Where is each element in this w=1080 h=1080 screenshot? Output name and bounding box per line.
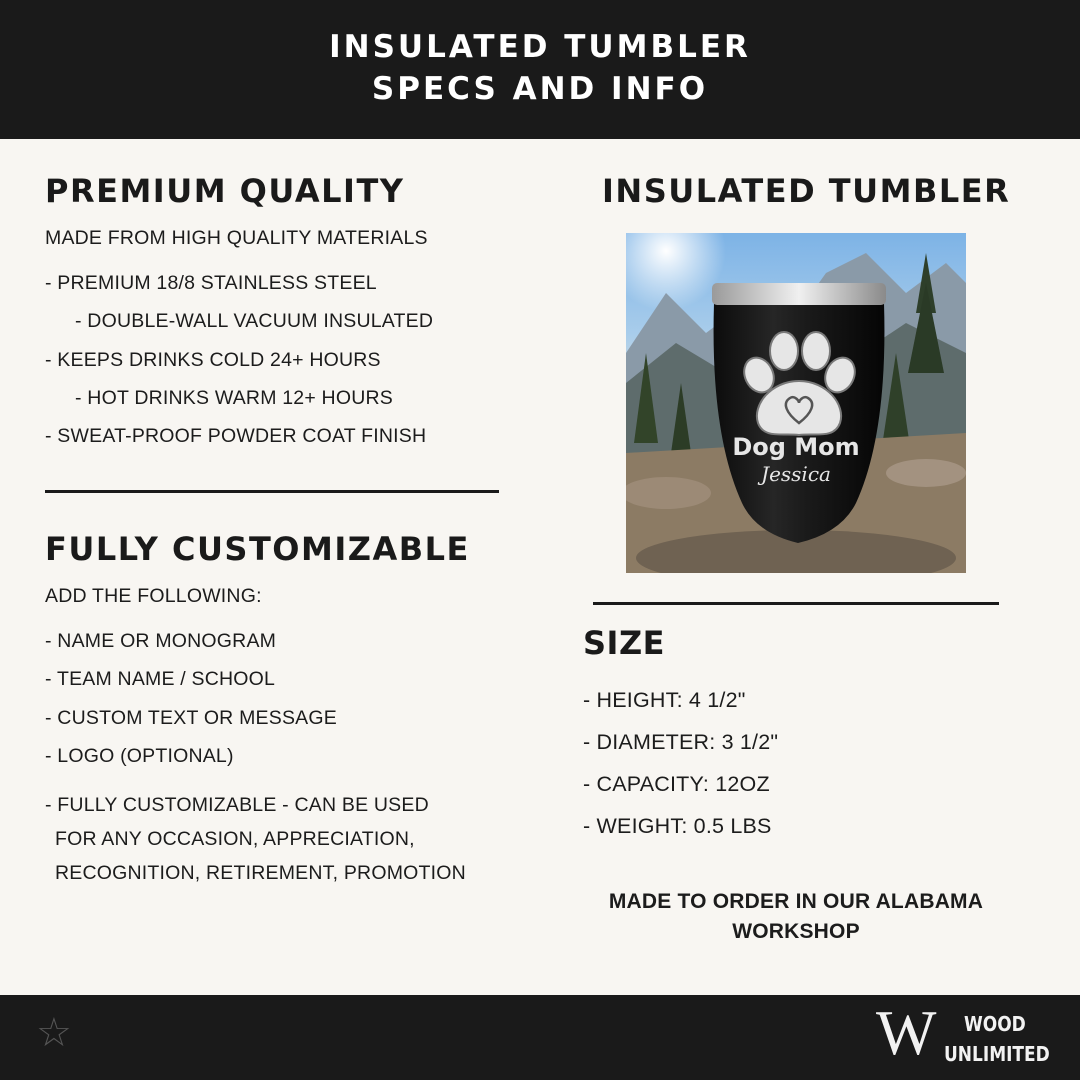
custom-item: - CUSTOM TEXT OR MESSAGE (45, 707, 337, 729)
section-divider (45, 490, 499, 493)
customizable-heading: FULLY CUSTOMIZABLE (45, 530, 470, 568)
premium-quality-heading: PREMIUM QUALITY (45, 172, 405, 210)
header-banner (0, 0, 1080, 139)
custom-item: - TEAM NAME / SCHOOL (45, 668, 276, 690)
mountain-scene (626, 233, 966, 573)
customizable-intro: ADD THE FOLLOWING: (45, 585, 262, 607)
custom-note-line: - FULLY CUSTOMIZABLE - CAN BE USED (45, 794, 429, 816)
tumbler-heading: INSULATED TUMBLER (602, 172, 1011, 210)
quality-item: - PREMIUM 18/8 STAINLESS STEEL (45, 272, 377, 294)
size-item: - DIAMETER: 3 1/2" (583, 730, 779, 754)
custom-note-line: RECOGNITION, RETIREMENT, PROMOTION (55, 862, 466, 884)
quality-item: - SWEAT-PROOF POWDER COAT FINISH (45, 425, 427, 447)
engraving-line-2: Jessica (761, 462, 831, 486)
logo-text-line-1: WOOD (964, 1012, 1026, 1036)
header-title-line-1: INSULATED TUMBLER (329, 29, 751, 65)
size-heading: SIZE (583, 624, 666, 662)
custom-note-line: FOR ANY OCCASION, APPRECIATION, (55, 828, 415, 850)
header-title-line-2: SPECS AND INFO (371, 71, 709, 107)
made-to-order-line: WORKSHOP (732, 920, 860, 943)
custom-item: - LOGO (OPTIONAL) (45, 745, 234, 767)
quality-item: - HOT DRINKS WARM 12+ HOURS (75, 387, 393, 409)
footer-band (0, 995, 1080, 1080)
quality-item: - KEEPS DRINKS COLD 24+ HOURS (45, 349, 381, 371)
tumbler-lid (712, 283, 886, 305)
quality-item: - DOUBLE-WALL VACUUM INSULATED (75, 310, 434, 332)
section-divider (593, 602, 999, 605)
star-icon: ☆ (36, 1011, 72, 1055)
custom-item: - NAME OR MONOGRAM (45, 630, 277, 652)
size-item: - CAPACITY: 12OZ (583, 772, 770, 796)
made-to-order-line: MADE TO ORDER IN OUR ALABAMA (608, 890, 984, 913)
size-item: - HEIGHT: 4 1/2" (583, 688, 746, 712)
logo-mark: W (876, 997, 931, 1068)
tumbler-product-photo (626, 233, 966, 573)
premium-quality-intro: MADE FROM HIGH QUALITY MATERIALS (45, 227, 428, 249)
engraving-line-1: Dog Mom (732, 433, 860, 461)
size-item: - WEIGHT: 0.5 LBS (583, 814, 772, 838)
logo-text-line-2: UNLIMITED (944, 1042, 1050, 1066)
